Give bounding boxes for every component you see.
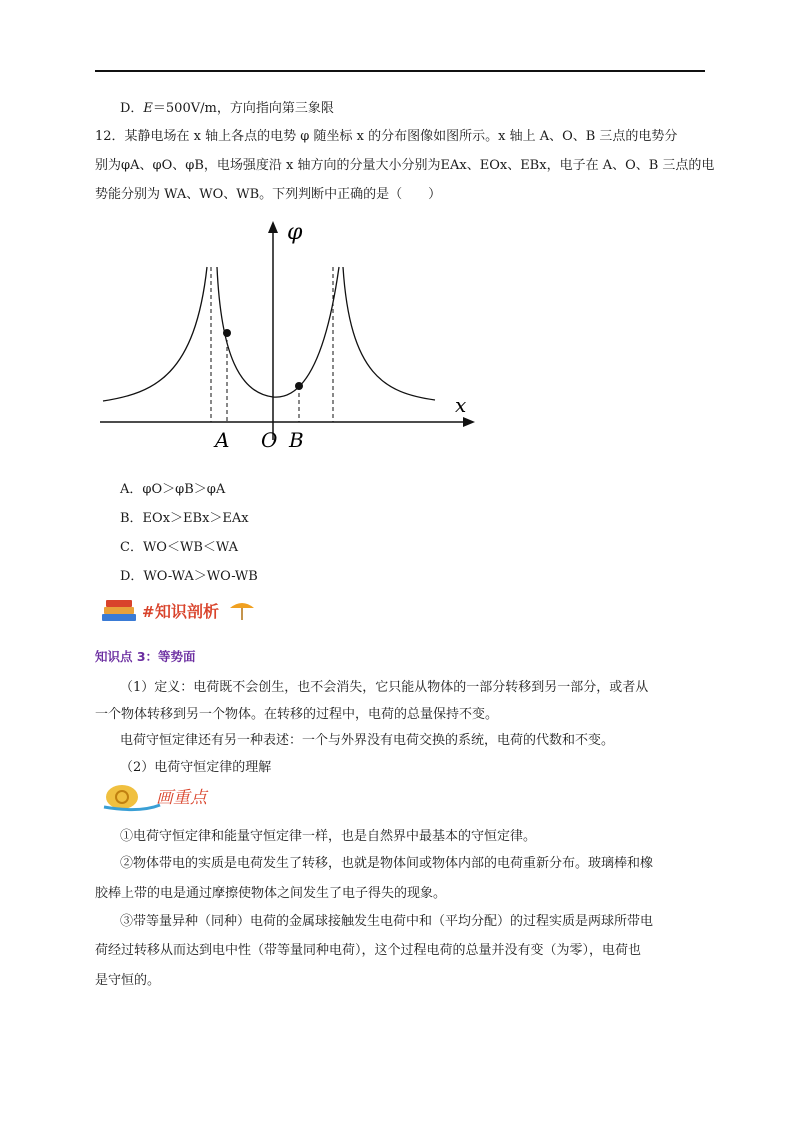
x-axis-arrow	[463, 417, 475, 427]
point-3a: ③带等量异种（同种）电荷的金属球接触发生电荷中和（平均分配）的过程实质是两球所带电	[120, 914, 654, 929]
point-a	[223, 329, 231, 337]
paragraph-2: 电荷守恒定律还有另一种表述：一个与外界没有电荷交换的系统，电荷的代数和不变。	[120, 733, 615, 748]
svg-text:#: #	[142, 603, 155, 621]
question-number: 12．	[95, 129, 125, 144]
option-c: C．WO＜WB＜WA	[120, 540, 238, 555]
question-line-2: 别为φA、φO、φB，电场强度沿 x 轴方向的分量大小分别为EAx、EOx、EBx，电子在 A、O、B 三点的电	[95, 158, 715, 173]
option-b: B．EOx＞EBx＞EAx	[120, 511, 249, 526]
middle-curve	[217, 267, 339, 397]
paragraph-1a: （1）定义：电荷既不会创生，也不会消失，它只能从物体的一部分转移到另一部分，或者从	[120, 680, 649, 695]
y-axis-arrow	[268, 221, 278, 233]
question-line-1: 12．某静电场在 x 轴上各点的电势 φ 随坐标 x 的分布图像如图所示。x 轴上 A、O、B 三点的电势分	[95, 129, 678, 144]
potential-graph	[95, 215, 485, 455]
knowledge-point-title: 知识点 3：等势面	[95, 649, 196, 664]
point-3b: 荷经过转移从而达到电中性（带等量同种电荷），这个过程电荷的总量并没有变（为零），电荷也	[95, 943, 642, 958]
point-2a: ②物体带电的实质是电荷发生了转移，也就是物体间或物体内部的电荷重新分布。玻璃棒和橡	[120, 856, 654, 871]
option-d: D．WO-WA＞WO-WB	[120, 569, 258, 584]
highlight-badge	[100, 777, 240, 813]
question-line-3: 势能分别为 WA、WO、WB。下列判断中正确的是（ ）	[95, 187, 442, 202]
section-badge-label: 知识剖析	[155, 602, 220, 621]
label-o: O	[261, 428, 278, 452]
highlight-badge-label: 画重点	[156, 788, 207, 808]
point-b	[295, 382, 303, 390]
header-rule	[95, 70, 705, 72]
snail-icon	[100, 777, 240, 813]
paragraph-1b: 一个物体转移到另一个物体。在转移的过程中，电荷的总量保持不变。	[95, 707, 499, 722]
point-1: ①电荷守恒定律和能量守恒定律一样，也是自然界中最基本的守恒定律。	[120, 829, 537, 844]
books-icon	[100, 596, 290, 624]
y-axis-label: φ	[287, 220, 303, 245]
point-3c: 是守恒的。	[95, 973, 161, 988]
prev-option-d: D．𝐸＝500V/m，方向指向第三象限	[120, 101, 334, 116]
option-a: A．φO＞φB＞φA	[120, 482, 226, 497]
left-curve	[103, 267, 207, 401]
label-a: A	[215, 428, 230, 452]
right-curve	[343, 267, 435, 400]
point-2b: 胶棒上带的电是通过摩擦使物体之间发生了电子得失的现象。	[95, 886, 447, 901]
x-axis-label: x	[455, 393, 467, 417]
section-badge	[100, 596, 290, 624]
paragraph-3: （2）电荷守恒定律的理解	[120, 760, 272, 775]
label-b: B	[289, 428, 304, 452]
umbrella-icon	[230, 603, 254, 608]
